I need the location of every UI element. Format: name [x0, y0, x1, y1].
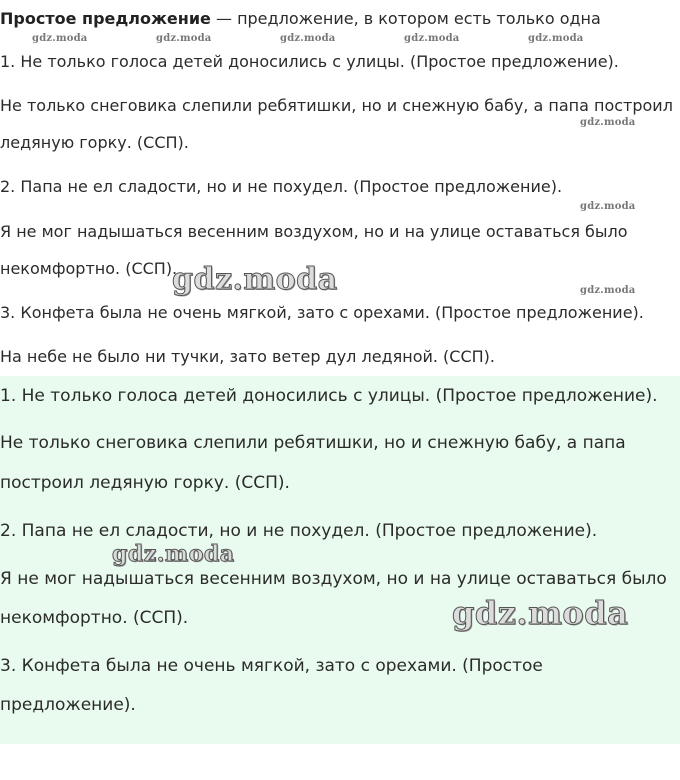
theory-definition-text: — предложение, в котором есть только одна [210, 9, 601, 28]
watermark-small: gdz.moda [156, 33, 212, 44]
watermark-small: gdz.moda [580, 201, 636, 212]
highlighted-answer-line: построил ледяную горку. (ССП). [0, 473, 290, 493]
answer-line: ледяную горку. (ССП). [0, 133, 189, 152]
answer-line: Не только снеговика слепили ребятишки, но и снежную бабу, а папа построил [0, 96, 673, 115]
answer-line: некомфортно. (ССП). [0, 259, 178, 278]
answer-line: Я не мог надышаться весенним воздухом, но и на улице оставаться было [0, 222, 628, 241]
highlighted-answer-line: 1. Не только голоса детей доносились с улицы. (Простое предложение). [0, 386, 658, 406]
highlighted-answer-line: 3. Конфета была не очень мягкой, зато с орехами. (Простое [0, 656, 543, 676]
watermark-large: gdz.moda [172, 262, 338, 297]
highlighted-answer-line: 2. Папа не ел сладости, но и не похудел. (Простое предложение). [0, 521, 598, 541]
watermark-small: gdz.moda [280, 33, 336, 44]
highlighted-answer-line: некомфортно. (ССП). [0, 608, 189, 628]
answer-line: 3. Конфета была не очень мягкой, зато с орехами. (Простое предложение). [0, 303, 644, 322]
highlighted-answer-line: Я не мог надышаться весенним воздухом, но и на улице оставаться было [0, 569, 667, 589]
theory-definition [0, 9, 601, 29]
highlighted-answer-line: Не только снеговика слепили ребятишки, но и снежную бабу, а папа [0, 433, 626, 453]
answer-line: 2. Папа не ел сладости, но и не похудел. (Простое предложение). [0, 177, 563, 196]
watermark-small: gdz.moda [580, 117, 636, 128]
highlighted-answer-line: предложение). [0, 695, 136, 715]
answer-line: 1. Не только голоса детей доносились с улицы. (Простое предложение). [0, 52, 619, 71]
highlighted-answer-box [0, 376, 680, 744]
watermark-small: gdz.moda [404, 33, 460, 44]
theory-term: Простое предложение [0, 9, 211, 28]
watermark-small: gdz.moda [32, 33, 88, 44]
watermark-small: gdz.moda [580, 285, 636, 296]
answer-line: На небе не было ни тучки, зато ветер дул ледяной. (ССП). [0, 347, 495, 366]
watermark-large: gdz.moda [112, 541, 235, 567]
watermark-large: gdz.moda [452, 594, 629, 632]
watermark-small: gdz.moda [528, 33, 584, 44]
